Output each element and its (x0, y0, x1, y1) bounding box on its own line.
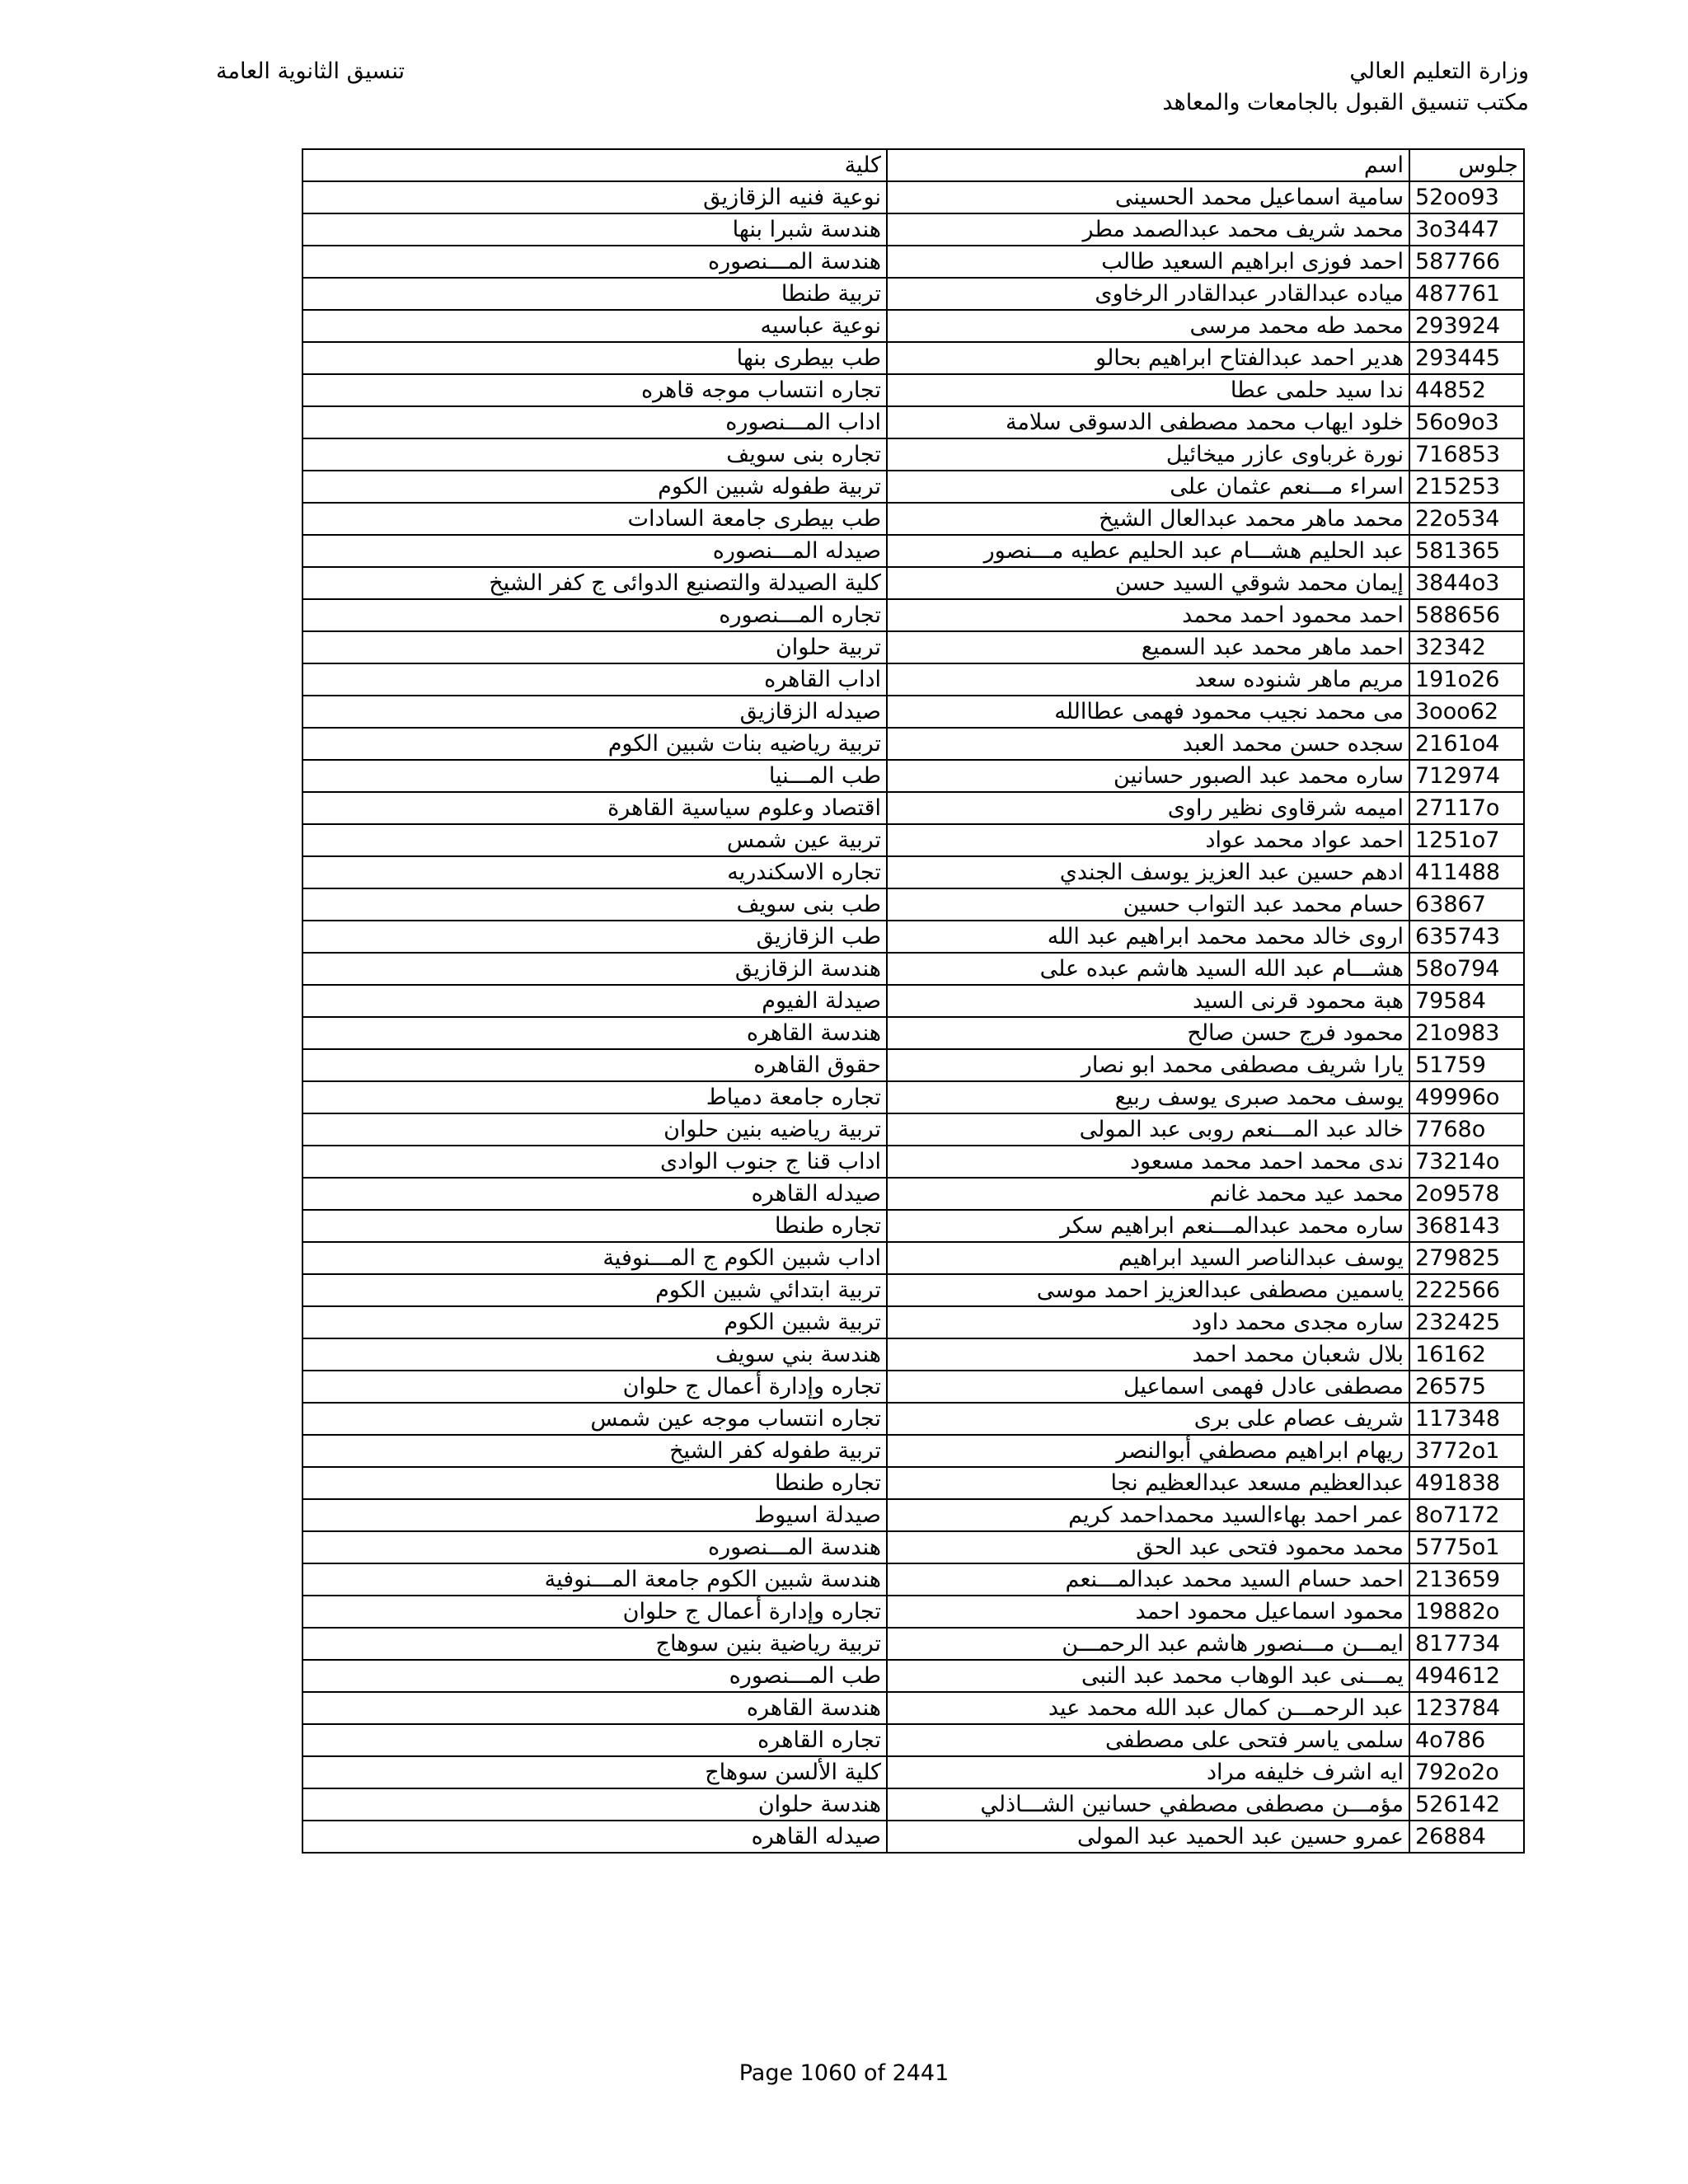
table-row (302, 471, 1524, 503)
college-cell: صيدله الزقازيق (302, 696, 887, 728)
seat-number-cell: 368143 (1409, 1210, 1524, 1242)
header-title: تنسيق الثانوية العامة (216, 59, 406, 84)
college-cell: اقتصاد وعلوم سياسية القاهرة (302, 792, 887, 824)
seat-number-cell: 487761 (1409, 278, 1524, 310)
table-row (302, 278, 1524, 310)
seat-number-cell: 21o983 (1409, 1017, 1524, 1049)
seat-number-cell: 213659 (1409, 1563, 1524, 1596)
college-cell: طب الزقازيق (302, 921, 887, 953)
table-row (302, 728, 1524, 760)
student-name-cell: ادهم حسين عبد العزيز يوسف الجندي (887, 856, 1409, 888)
student-name-cell: ياسمين مصطفى عبدالعزيز احمد موسى (887, 1274, 1409, 1306)
seat-number-cell: 117348 (1409, 1403, 1524, 1435)
seat-number-cell: 792o2o (1409, 1756, 1524, 1788)
seat-number-cell: 22o534 (1409, 503, 1524, 535)
table-row (302, 663, 1524, 696)
table-row (302, 1242, 1524, 1274)
seat-number-cell: 3ooo62 (1409, 696, 1524, 728)
table-row (302, 824, 1524, 856)
student-name-cell: ريهام ابراهيم مصطفي أبوالنصر (887, 1435, 1409, 1467)
seat-number-cell: 7768o (1409, 1113, 1524, 1146)
table-row (302, 1531, 1524, 1563)
seat-number-cell: 32342 (1409, 631, 1524, 663)
seat-number-cell: 58o794 (1409, 953, 1524, 985)
table-row (302, 1210, 1524, 1242)
student-name-cell: هبة محمود قرنى السيد (887, 985, 1409, 1017)
student-name-cell: يوسف محمد صبرى يوسف ربيع (887, 1081, 1409, 1113)
table-row (302, 1724, 1524, 1756)
seat-number-cell: 587766 (1409, 246, 1524, 278)
header-ministry-block (1162, 56, 1529, 119)
seat-number-cell: 79584 (1409, 985, 1524, 1017)
student-name-cell: عبد الحليم هشـــام عبد الحليم عطيه مـــنصور (887, 535, 1409, 567)
table-row (302, 760, 1524, 792)
seat-number-cell: 49996o (1409, 1081, 1524, 1113)
table-row (302, 535, 1524, 567)
student-name-cell: هشـــام عبد الله السيد هاشم عبده على (887, 953, 1409, 985)
seat-number-cell: 526142 (1409, 1788, 1524, 1821)
seat-number-cell: 279825 (1409, 1242, 1524, 1274)
student-name-cell: يوسف عبدالناصر السيد ابراهيم (887, 1242, 1409, 1274)
college-cell: حقوق القاهره (302, 1049, 887, 1081)
student-name-cell: محمود فرج حسن صالح (887, 1017, 1409, 1049)
table-row (302, 1081, 1524, 1113)
college-cell: طب المـــنصوره (302, 1660, 887, 1692)
seat-number-cell: 588656 (1409, 599, 1524, 631)
student-name-cell: ندا سيد حلمى عطا (887, 374, 1409, 406)
column-header-college: كلية (302, 149, 887, 181)
college-cell: تربية طنطا (302, 278, 887, 310)
student-name-cell: احمد ماهر محمد عبد السميع (887, 631, 1409, 663)
seat-number-cell: 51759 (1409, 1049, 1524, 1081)
college-cell: تجاره انتساب موجه عين شمس (302, 1403, 887, 1435)
seat-number-cell: 3o3447 (1409, 213, 1524, 246)
college-cell: هندسة المـــنصوره (302, 246, 887, 278)
table-row (302, 1596, 1524, 1628)
table-row (302, 1467, 1524, 1499)
table-row (302, 921, 1524, 953)
college-cell: هندسة حلوان (302, 1788, 887, 1821)
college-cell: تجاره طنطا (302, 1210, 887, 1242)
header-ministry: وزارة التعليم العالي (1349, 59, 1529, 84)
table-row (302, 1628, 1524, 1660)
student-name-cell: مريم ماهر شنوده سعد (887, 663, 1409, 696)
student-name-cell: خلود ايهاب محمد مصطفى الدسوقى سلامة (887, 406, 1409, 438)
college-cell: طب بنى سويف (302, 888, 887, 921)
header-office: مكتب تنسيق القبول بالجامعات والمعاهد (1162, 90, 1529, 115)
student-name-cell: إيمان محمد شوقي السيد حسن (887, 567, 1409, 599)
table-row (302, 181, 1524, 213)
seat-number-cell: 19882o (1409, 1596, 1524, 1628)
table-row (302, 1274, 1524, 1306)
college-cell: تربية شبين الكوم (302, 1306, 887, 1338)
student-name-cell: احمد محمود احمد محمد (887, 599, 1409, 631)
student-name-cell: مياده عبدالقادر عبدالقادر الرخاوى (887, 278, 1409, 310)
student-name-cell: حسام محمد عبد التواب حسين (887, 888, 1409, 921)
seat-number-cell: 4o786 (1409, 1724, 1524, 1756)
seat-number-cell: 63867 (1409, 888, 1524, 921)
college-cell: تربية رياضية بنين سوهاج (302, 1628, 887, 1660)
student-name-cell: مصطفى عادل فهمى اسماعيل (887, 1371, 1409, 1403)
seat-number-cell: 3772o1 (1409, 1435, 1524, 1467)
college-cell: تجاره وإدارة أعمال ج حلوان (302, 1371, 887, 1403)
table-row (302, 792, 1524, 824)
college-cell: نوعية عباسيه (302, 310, 887, 342)
college-cell: هندسة الزقازيق (302, 953, 887, 985)
seat-number-cell: 581365 (1409, 535, 1524, 567)
student-name-cell: يمـــنى عبد الوهاب محمد عبد النبى (887, 1660, 1409, 1692)
seat-number-cell: 2o9578 (1409, 1178, 1524, 1210)
student-name-cell: اميمه شرقاوى نظير راوى (887, 792, 1409, 824)
column-header-name: اسم (887, 149, 1409, 181)
student-name-cell: محمد طه محمد مرسى (887, 310, 1409, 342)
college-cell: هندسة المـــنصوره (302, 1531, 887, 1563)
table-row (302, 1499, 1524, 1531)
table-row (302, 213, 1524, 246)
college-cell: تربية عين شمس (302, 824, 887, 856)
student-name-cell: محمد شريف محمد عبدالصمد مطر (887, 213, 1409, 246)
table-row (302, 888, 1524, 921)
college-cell: تجاره المـــنصوره (302, 599, 887, 631)
table-row (302, 1435, 1524, 1467)
table-row (302, 1017, 1524, 1049)
table-row (302, 246, 1524, 278)
seat-number-cell: 16162 (1409, 1338, 1524, 1371)
table-row (302, 1113, 1524, 1146)
table-row (302, 696, 1524, 728)
seat-number-cell: 2161o4 (1409, 728, 1524, 760)
student-name-cell: هدير احمد عبدالفتاح ابراهيم بحالو (887, 342, 1409, 374)
college-cell: تربية رياضيه بنين حلوان (302, 1113, 887, 1146)
student-name-cell: ساره مجدى محمد داود (887, 1306, 1409, 1338)
seat-number-cell: 73214o (1409, 1146, 1524, 1178)
seat-number-cell: 26575 (1409, 1371, 1524, 1403)
college-cell: تجاره بنى سويف (302, 438, 887, 471)
student-name-cell: ايه اشرف خليفه مراد (887, 1756, 1409, 1788)
seat-number-cell: 712974 (1409, 760, 1524, 792)
seat-number-cell: 3844o3 (1409, 567, 1524, 599)
seat-number-cell: 635743 (1409, 921, 1524, 953)
seat-number-cell: 293445 (1409, 342, 1524, 374)
college-cell: هندسة القاهره (302, 1692, 887, 1724)
college-cell: طب بيطرى بنها (302, 342, 887, 374)
student-name-cell: عبدالعظيم مسعد عبدالعظيم نجا (887, 1467, 1409, 1499)
table-row (302, 406, 1524, 438)
college-cell: هندسة شبرا بنها (302, 213, 887, 246)
college-cell: صيدله المـــنصوره (302, 535, 887, 567)
student-name-cell: احمد حسام السيد محمد عبدالمـــنعم (887, 1563, 1409, 1596)
seat-number-cell: 44852 (1409, 374, 1524, 406)
student-name-cell: عمر احمد بهاءالسيد محمداحمد كريم (887, 1499, 1409, 1531)
seat-number-cell: 293924 (1409, 310, 1524, 342)
table-row (302, 374, 1524, 406)
table-row (302, 1371, 1524, 1403)
page-number: Page 1060 of 2441 (738, 2060, 950, 2086)
seat-number-cell: 26884 (1409, 1821, 1524, 1853)
student-name-cell: نورة غرباوى عازر ميخائيل (887, 438, 1409, 471)
seat-number-cell: 5775o1 (1409, 1531, 1524, 1563)
college-cell: اداب المـــنصوره (302, 406, 887, 438)
student-name-cell: عمرو حسين عبد الحميد عبد المولى (887, 1821, 1409, 1853)
column-header-seat: جلوس (1409, 149, 1524, 181)
student-name-cell: ايمـــن مـــنصور هاشم عبد الرحمـــن (887, 1628, 1409, 1660)
college-cell: تجاره طنطا (302, 1467, 887, 1499)
seat-number-cell: 123784 (1409, 1692, 1524, 1724)
college-cell: نوعية فنيه الزقازيق (302, 181, 887, 213)
college-cell: كلية الصيدلة والتصنيع الدوائى ج كفر الشيخ (302, 567, 887, 599)
student-name-cell: محمد عيد محمد غانم (887, 1178, 1409, 1210)
table-row (302, 1563, 1524, 1596)
table-row (302, 631, 1524, 663)
college-cell: اداب شبين الكوم ج المـــنوفية (302, 1242, 887, 1274)
college-cell: اداب قنا ج جنوب الوادى (302, 1146, 887, 1178)
table-row (302, 1338, 1524, 1371)
college-cell: تجاره الاسكندريه (302, 856, 887, 888)
seat-number-cell: 215253 (1409, 471, 1524, 503)
student-name-cell: ساره محمد عبدالمـــنعم ابراهيم سكر (887, 1210, 1409, 1242)
college-cell: اداب القاهره (302, 663, 887, 696)
college-cell: هندسة القاهره (302, 1017, 887, 1049)
seat-number-cell: 191o26 (1409, 663, 1524, 696)
seat-number-cell: 817734 (1409, 1628, 1524, 1660)
student-name-cell: خالد عبد المـــنعم روبى عبد المولى (887, 1113, 1409, 1146)
college-cell: تجاره جامعة دمياط (302, 1081, 887, 1113)
seat-number-cell: 1251o7 (1409, 824, 1524, 856)
table-row (302, 1403, 1524, 1435)
seat-number-cell: 491838 (1409, 1467, 1524, 1499)
college-cell: طب المـــنيا (302, 760, 887, 792)
college-cell: تربية حلوان (302, 631, 887, 663)
college-cell: تربية طفوله كفر الشيخ (302, 1435, 887, 1467)
table-row (302, 953, 1524, 985)
table-body (302, 181, 1524, 1853)
table-row (302, 567, 1524, 599)
college-cell: هندسة بني سويف (302, 1338, 887, 1371)
table-row (302, 1178, 1524, 1210)
student-name-cell: عبد الرحمـــن كمال عبد الله محمد عيد (887, 1692, 1409, 1724)
student-name-cell: مى محمد نجيب محمود فهمى عطاالله (887, 696, 1409, 728)
college-cell: تجاره انتساب موجه قاهره (302, 374, 887, 406)
student-name-cell: بلال شعبان محمد احمد (887, 1338, 1409, 1371)
seat-number-cell: 411488 (1409, 856, 1524, 888)
admissions-table (302, 148, 1525, 1854)
seat-number-cell: 8o7172 (1409, 1499, 1524, 1531)
seat-number-cell: 56o9o3 (1409, 406, 1524, 438)
seat-number-cell: 232425 (1409, 1306, 1524, 1338)
college-cell: تربية رياضيه بنات شبين الكوم (302, 728, 887, 760)
student-name-cell: اسراء مـــنعم عثمان على (887, 471, 1409, 503)
seat-number-cell: 52oo93 (1409, 181, 1524, 213)
table-row (302, 985, 1524, 1017)
seat-number-cell: 222566 (1409, 1274, 1524, 1306)
table-row (302, 1660, 1524, 1692)
table-row (302, 1821, 1524, 1853)
student-name-cell: سجده حسن محمد العبد (887, 728, 1409, 760)
college-cell: صيدله القاهره (302, 1821, 887, 1853)
table-row (302, 599, 1524, 631)
college-cell: صيدلة اسيوط (302, 1499, 887, 1531)
college-cell: صيدلة الفيوم (302, 985, 887, 1017)
college-cell: تجاره وإدارة أعمال ج حلوان (302, 1596, 887, 1628)
table-row (302, 1692, 1524, 1724)
table-row (302, 310, 1524, 342)
college-cell: تجاره القاهره (302, 1724, 887, 1756)
table-row (302, 342, 1524, 374)
student-name-cell: احمد عواد محمد عواد (887, 824, 1409, 856)
table-row (302, 1049, 1524, 1081)
student-name-cell: ندى محمد احمد محمد مسعود (887, 1146, 1409, 1178)
college-cell: كلية الألسن سوهاج (302, 1756, 887, 1788)
seat-number-cell: 27117o (1409, 792, 1524, 824)
table-row (302, 1306, 1524, 1338)
college-cell: تربية طفوله شبين الكوم (302, 471, 887, 503)
table-row (302, 438, 1524, 471)
student-name-cell: يارا شريف مصطفى محمد ابو نصار (887, 1049, 1409, 1081)
table-row (302, 856, 1524, 888)
student-name-cell: محمود اسماعيل محمود احمد (887, 1596, 1409, 1628)
student-name-cell: اروى خالد محمد محمد ابراهيم عبد الله (887, 921, 1409, 953)
student-name-cell: سلمى ياسر فتحى على مصطفى (887, 1724, 1409, 1756)
college-cell: هندسة شبين الكوم جامعة المـــنوفية (302, 1563, 887, 1596)
table-row (302, 1146, 1524, 1178)
student-name-cell: مؤمـــن مصطفى مصطفي حسانين الشـــاذلي (887, 1788, 1409, 1821)
student-name-cell: احمد فوزى ابراهيم السعيد طالب (887, 246, 1409, 278)
student-name-cell: سامية اسماعيل محمد الحسينى (887, 181, 1409, 213)
table-header-row (302, 149, 1524, 181)
table-row (302, 1756, 1524, 1788)
student-name-cell: محمد ماهر محمد عبدالعال الشيخ (887, 503, 1409, 535)
student-name-cell: شريف عصام على برى (887, 1403, 1409, 1435)
student-name-cell: ساره محمد عبد الصبور حسانين (887, 760, 1409, 792)
seat-number-cell: 716853 (1409, 438, 1524, 471)
seat-number-cell: 494612 (1409, 1660, 1524, 1692)
college-cell: تربية ابتدائي شبين الكوم (302, 1274, 887, 1306)
table-row (302, 1788, 1524, 1821)
college-cell: طب بيطرى جامعة السادات (302, 503, 887, 535)
college-cell: صيدله القاهره (302, 1178, 887, 1210)
student-name-cell: محمد محمود فتحى عبد الحق (887, 1531, 1409, 1563)
table-row (302, 503, 1524, 535)
